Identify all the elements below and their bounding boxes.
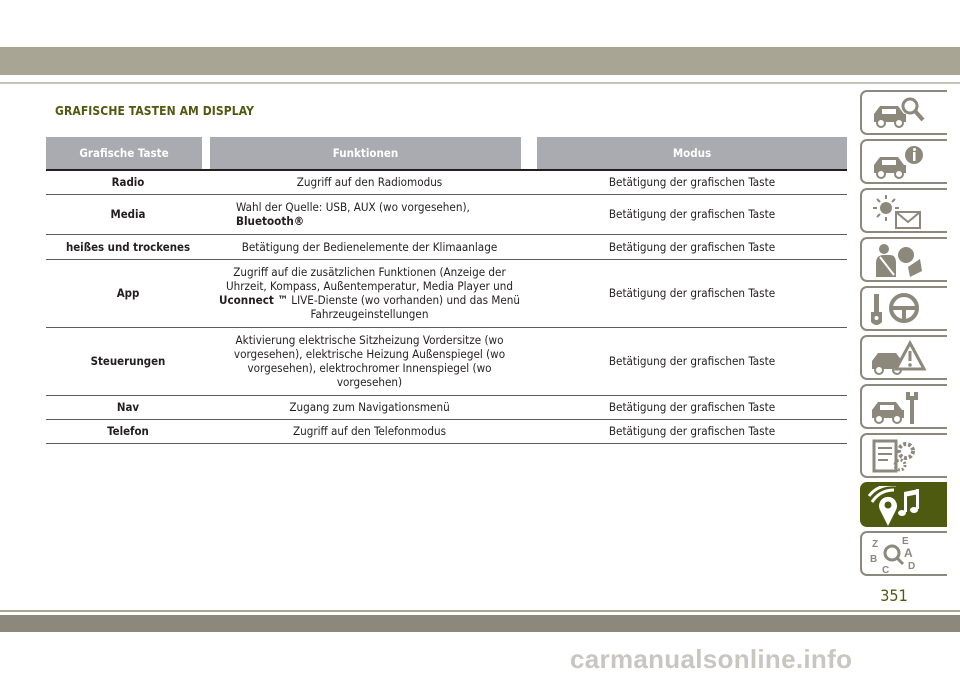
list-gear-icon <box>868 437 932 477</box>
key-steering-wheel-icon <box>868 290 932 330</box>
tab-starting-driving[interactable] <box>860 286 947 331</box>
warning-light-envelope-icon <box>868 192 932 232</box>
display-buttons-table <box>46 137 847 444</box>
section-heading: GRAFISCHE TASTEN AM DISPLAY <box>55 104 255 118</box>
row-name: Telefon <box>46 419 210 443</box>
row-function: Zugriff auf den Radiomodus <box>210 170 537 194</box>
tab-technical[interactable] <box>860 433 947 478</box>
page-number: 351 <box>880 586 908 605</box>
row-function: Zugriff auf die zusätzlichen Funktionen (Anzeige der Uhrzeit, Kompass, Außentemperatur, Media Player und Uconnect ™ LIVE-Dienste (wo vorhanden) und das Menü Fahrzeugeinstellungen <box>210 259 537 327</box>
airbag-seat-icon <box>868 241 932 281</box>
tab-warning-lights[interactable] <box>860 188 947 233</box>
header-functions: Funktionen <box>210 137 537 170</box>
row-mode: Betätigung der grafischen Taste <box>537 419 847 443</box>
index-letter: B <box>870 554 878 565</box>
row-name: Media <box>46 194 210 234</box>
tab-car-info[interactable] <box>860 139 947 184</box>
index-letter: Z <box>872 539 879 550</box>
car-warning-icon <box>868 339 932 379</box>
bottom-divider <box>0 610 960 612</box>
row-mode: Betätigung der grafischen Taste <box>537 327 847 395</box>
header-graphic-button: Grafische Taste <box>46 137 210 170</box>
row-name: Nav <box>46 395 210 419</box>
row-function: Betätigung der Bedienelemente der Klimaanlage <box>210 234 537 259</box>
table-row <box>46 327 847 395</box>
tab-safety[interactable] <box>860 237 947 282</box>
tab-servicing[interactable] <box>860 384 947 429</box>
table-row <box>46 419 847 443</box>
index-letter: D <box>908 561 916 572</box>
row-mode: Betätigung der grafischen Taste <box>537 395 847 419</box>
index-icon <box>868 535 932 575</box>
table-row <box>46 395 847 419</box>
row-mode: Betätigung der grafischen Taste <box>537 170 847 194</box>
row-mode: Betätigung der grafischen Taste <box>537 234 847 259</box>
index-letter: E <box>902 536 909 547</box>
header-mode: Modus <box>537 137 847 170</box>
row-name: Steuerungen <box>46 327 210 395</box>
row-name: heißes und trockenes <box>46 234 210 259</box>
table-header-row <box>46 137 847 170</box>
row-mode: Betätigung der grafischen Taste <box>537 194 847 234</box>
row-function: Zugang zum Navigationsmenü <box>210 395 537 419</box>
row-function: Wahl der Quelle: USB, AUX (wo vorgesehen), Bluetooth® <box>210 194 537 234</box>
table-row <box>46 259 847 327</box>
table-row <box>46 170 847 194</box>
car-search-icon <box>868 94 932 134</box>
row-mode: Betätigung der grafischen Taste <box>537 259 847 327</box>
watermark: carmanualsonline.info <box>570 644 853 674</box>
row-name: App <box>46 259 210 327</box>
tab-multimedia[interactable] <box>860 482 947 527</box>
index-letter: C <box>882 565 890 575</box>
multimedia-icon <box>868 486 932 526</box>
row-function: Aktivierung elektrische Sitzheizung Vordersitze (wo vorgesehen), elektrische Heizung Außenspiegel (wo vorgesehen), elektrochromer Innenspiegel (wo vorgesehen) <box>210 327 537 395</box>
tab-emergency[interactable] <box>860 335 947 380</box>
tab-car-search[interactable] <box>860 90 947 135</box>
row-name: Radio <box>46 170 210 194</box>
table-row <box>46 234 847 259</box>
car-info-icon <box>868 143 932 183</box>
table-row <box>46 194 847 234</box>
top-divider <box>0 82 960 84</box>
row-function: Zugriff auf den Telefonmodus <box>210 419 537 443</box>
bottom-decorative-band <box>0 615 960 632</box>
index-letter: A <box>904 546 913 560</box>
tab-index[interactable] <box>860 531 947 576</box>
top-decorative-band <box>0 47 960 75</box>
car-tools-icon <box>868 388 932 428</box>
